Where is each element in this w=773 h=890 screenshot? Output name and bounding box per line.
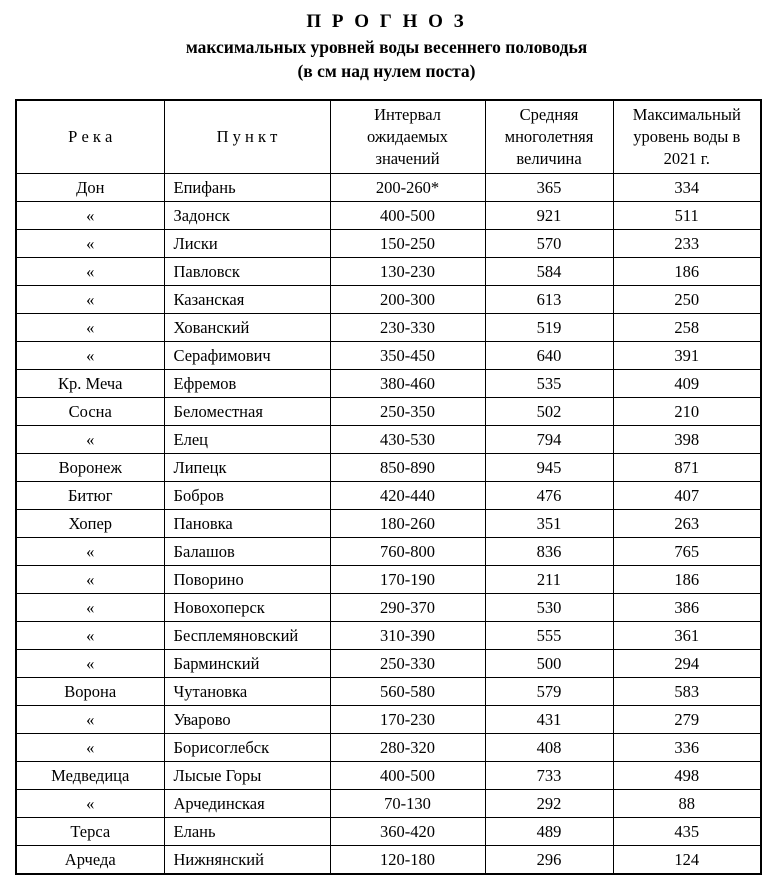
cell-river: « (16, 202, 164, 230)
cell-river: Медведица (16, 762, 164, 790)
cell-river: « (16, 286, 164, 314)
cell-interval: 200-260* (330, 174, 485, 202)
table-row (16, 510, 761, 538)
cell-point: Нижнянский (164, 846, 330, 875)
cell-average: 530 (485, 594, 613, 622)
cell-max-level-2021: 409 (613, 370, 761, 398)
table-row (16, 734, 761, 762)
column-header-average: Средняя многолетняя величина (485, 100, 613, 174)
cell-average: 794 (485, 426, 613, 454)
column-header-interval: Интервал ожидаемых значений (330, 100, 485, 174)
cell-interval: 230-330 (330, 314, 485, 342)
cell-interval: 380-460 (330, 370, 485, 398)
cell-point: Липецк (164, 454, 330, 482)
table-row (16, 818, 761, 846)
cell-average: 211 (485, 566, 613, 594)
cell-interval: 250-330 (330, 650, 485, 678)
cell-river: « (16, 622, 164, 650)
cell-max-level-2021: 511 (613, 202, 761, 230)
table-body (16, 174, 761, 875)
forecast-table (15, 99, 762, 875)
cell-interval: 290-370 (330, 594, 485, 622)
cell-max-level-2021: 186 (613, 258, 761, 286)
cell-point: Борисоглебск (164, 734, 330, 762)
cell-point: Чутановка (164, 678, 330, 706)
cell-point: Хованский (164, 314, 330, 342)
cell-river: « (16, 594, 164, 622)
cell-max-level-2021: 334 (613, 174, 761, 202)
cell-river: « (16, 538, 164, 566)
cell-interval: 420-440 (330, 482, 485, 510)
table-row (16, 706, 761, 734)
cell-river: Терса (16, 818, 164, 846)
table-row (16, 342, 761, 370)
cell-average: 292 (485, 790, 613, 818)
cell-river: Хопер (16, 510, 164, 538)
cell-point: Серафимович (164, 342, 330, 370)
cell-average: 476 (485, 482, 613, 510)
cell-point: Уварово (164, 706, 330, 734)
cell-point: Епифань (164, 174, 330, 202)
cell-average: 431 (485, 706, 613, 734)
cell-point: Задонск (164, 202, 330, 230)
cell-average: 921 (485, 202, 613, 230)
cell-max-level-2021: 407 (613, 482, 761, 510)
table-row (16, 678, 761, 706)
cell-average: 836 (485, 538, 613, 566)
cell-river: Воронеж (16, 454, 164, 482)
cell-average: 500 (485, 650, 613, 678)
cell-max-level-2021: 294 (613, 650, 761, 678)
cell-point: Бобров (164, 482, 330, 510)
page-subtitle: максимальных уровней воды весеннего половодья (185, 37, 588, 57)
cell-average: 945 (485, 454, 613, 482)
table-row (16, 314, 761, 342)
cell-average: 365 (485, 174, 613, 202)
cell-river: « (16, 314, 164, 342)
cell-max-level-2021: 336 (613, 734, 761, 762)
cell-max-level-2021: 583 (613, 678, 761, 706)
cell-point: Бесплемяновский (164, 622, 330, 650)
cell-river: « (16, 706, 164, 734)
cell-river: Арчеда (16, 846, 164, 875)
cell-point: Казанская (164, 286, 330, 314)
cell-average: 570 (485, 230, 613, 258)
table-row (16, 650, 761, 678)
cell-river: « (16, 426, 164, 454)
column-header-max-2021: Максимальный уровень воды в 2021 г. (613, 100, 761, 174)
cell-interval: 850-890 (330, 454, 485, 482)
cell-average: 613 (485, 286, 613, 314)
cell-max-level-2021: 124 (613, 846, 761, 875)
cell-average: 502 (485, 398, 613, 426)
cell-river: « (16, 790, 164, 818)
table-row (16, 622, 761, 650)
table-row (16, 454, 761, 482)
cell-river: « (16, 650, 164, 678)
cell-point: Беломестная (164, 398, 330, 426)
cell-average: 640 (485, 342, 613, 370)
table-row (16, 790, 761, 818)
table-row (16, 762, 761, 790)
cell-river: « (16, 342, 164, 370)
page-title: П Р О Г Н О З (306, 11, 467, 32)
cell-max-level-2021: 498 (613, 762, 761, 790)
table-row (16, 482, 761, 510)
cell-river: « (16, 566, 164, 594)
cell-max-level-2021: 279 (613, 706, 761, 734)
cell-max-level-2021: 210 (613, 398, 761, 426)
cell-point: Арчединская (164, 790, 330, 818)
cell-point: Лиски (164, 230, 330, 258)
table-header-row (16, 100, 761, 174)
cell-max-level-2021: 250 (613, 286, 761, 314)
table-row (16, 846, 761, 875)
cell-max-level-2021: 391 (613, 342, 761, 370)
table-row (16, 398, 761, 426)
cell-interval: 200-300 (330, 286, 485, 314)
cell-interval: 250-350 (330, 398, 485, 426)
page-subtitle-units: (в см над нулем поста) (297, 61, 476, 81)
table-row (16, 258, 761, 286)
cell-interval: 180-260 (330, 510, 485, 538)
cell-point: Пановка (164, 510, 330, 538)
cell-interval: 120-180 (330, 846, 485, 875)
cell-point: Павловск (164, 258, 330, 286)
cell-interval: 310-390 (330, 622, 485, 650)
cell-interval: 400-500 (330, 762, 485, 790)
title-block (0, 0, 773, 83)
cell-point: Елань (164, 818, 330, 846)
cell-interval: 360-420 (330, 818, 485, 846)
cell-average: 555 (485, 622, 613, 650)
cell-point: Ефремов (164, 370, 330, 398)
cell-interval: 430-530 (330, 426, 485, 454)
cell-river: Битюг (16, 482, 164, 510)
cell-point: Елец (164, 426, 330, 454)
cell-max-level-2021: 258 (613, 314, 761, 342)
cell-river: Ворона (16, 678, 164, 706)
cell-interval: 350-450 (330, 342, 485, 370)
cell-river: Дон (16, 174, 164, 202)
cell-average: 535 (485, 370, 613, 398)
cell-point: Лысые Горы (164, 762, 330, 790)
cell-river: Сосна (16, 398, 164, 426)
table-row (16, 566, 761, 594)
cell-interval: 170-190 (330, 566, 485, 594)
cell-max-level-2021: 386 (613, 594, 761, 622)
cell-max-level-2021: 361 (613, 622, 761, 650)
column-header-point: П у н к т (164, 100, 330, 174)
cell-river: « (16, 734, 164, 762)
cell-interval: 400-500 (330, 202, 485, 230)
cell-average: 408 (485, 734, 613, 762)
cell-interval: 150-250 (330, 230, 485, 258)
table-row (16, 286, 761, 314)
cell-max-level-2021: 186 (613, 566, 761, 594)
cell-interval: 280-320 (330, 734, 485, 762)
cell-average: 489 (485, 818, 613, 846)
cell-point: Балашов (164, 538, 330, 566)
cell-average: 519 (485, 314, 613, 342)
cell-average: 351 (485, 510, 613, 538)
cell-river: Кр. Меча (16, 370, 164, 398)
table-row (16, 202, 761, 230)
table-row (16, 370, 761, 398)
table-row (16, 538, 761, 566)
cell-average: 584 (485, 258, 613, 286)
cell-max-level-2021: 398 (613, 426, 761, 454)
table-row (16, 230, 761, 258)
table-row (16, 174, 761, 202)
cell-interval: 760-800 (330, 538, 485, 566)
column-header-river: Р е к а (16, 100, 164, 174)
cell-interval: 130-230 (330, 258, 485, 286)
cell-max-level-2021: 765 (613, 538, 761, 566)
table-row (16, 594, 761, 622)
cell-river: « (16, 230, 164, 258)
cell-average: 579 (485, 678, 613, 706)
cell-average: 296 (485, 846, 613, 875)
cell-interval: 170-230 (330, 706, 485, 734)
cell-interval: 560-580 (330, 678, 485, 706)
cell-average: 733 (485, 762, 613, 790)
cell-interval: 70-130 (330, 790, 485, 818)
cell-max-level-2021: 435 (613, 818, 761, 846)
cell-point: Барминский (164, 650, 330, 678)
cell-max-level-2021: 88 (613, 790, 761, 818)
cell-point: Поворино (164, 566, 330, 594)
cell-point: Новохоперск (164, 594, 330, 622)
cell-river: « (16, 258, 164, 286)
cell-max-level-2021: 263 (613, 510, 761, 538)
cell-max-level-2021: 233 (613, 230, 761, 258)
table-row (16, 426, 761, 454)
cell-max-level-2021: 871 (613, 454, 761, 482)
